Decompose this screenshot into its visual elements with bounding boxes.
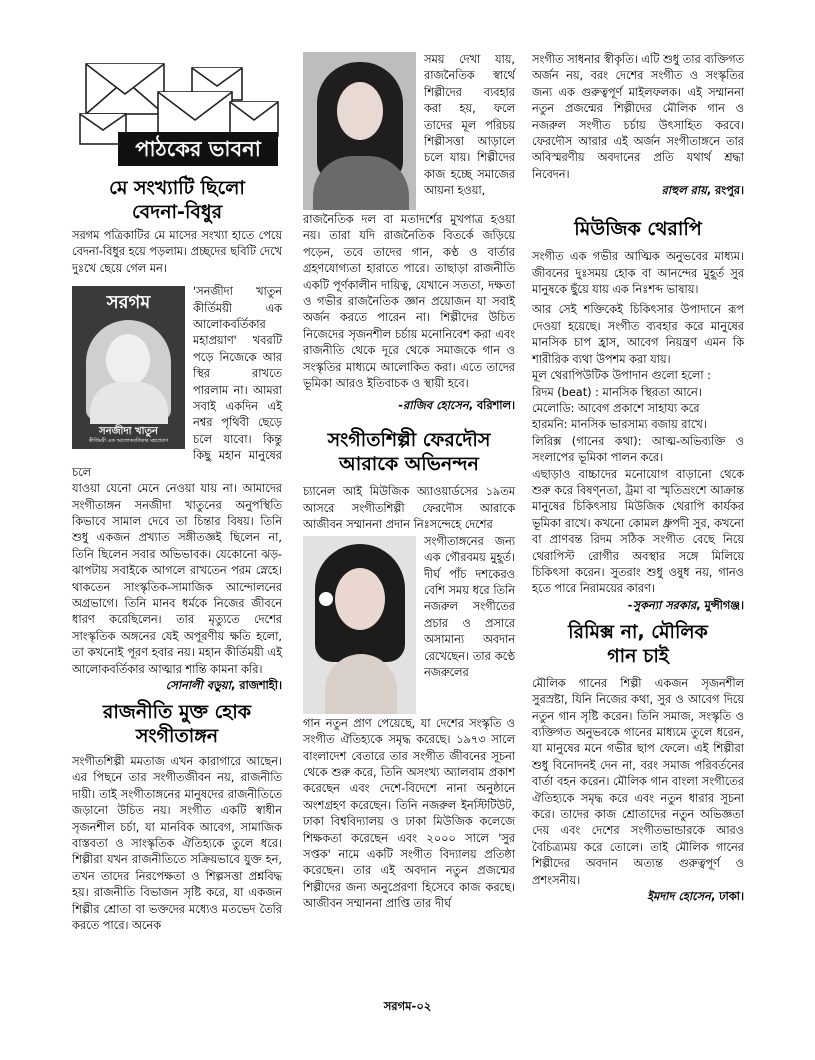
- article-1-title-line-2: বেদনা-বিধুর: [131, 201, 223, 223]
- article-1-author: সোনালী বড়ুয়া: [165, 678, 231, 692]
- cover-caption: সনজীদা খাতুন: [99, 426, 158, 438]
- article-3-wrap-text: সংগীতাঙ্গনের জন্য এক গৌরবময় মুহূর্ত। দীর্ঘ পাঁচ দশকেরও বেশি সময় ধরে তিনি নজরুল সংগীতের প্রচার ও প্রসারে অসামান্য অবদান রেখেছেন। তার কণ্ঠে নজরুলের: [424, 534, 515, 679]
- article-5-signature: [532, 889, 744, 905]
- article-4-list-heading: মূল থেরাপিউটিক উপাদান গুলো হলো :: [532, 369, 711, 383]
- article-2-body: রাজনৈতিক দল বা মতাদর্শের মুখপাত্র হওয়া নয়। তারা যদি রাজনৈতিক বিতর্কে জড়িয়ে পড়েন, তবে তাদের গান, কণ্ঠ ও বার্তার গ্রহণযোগ্যতা হারাতে পারে। তাছাড়া রাজনীতি একটি পূর্ণকালীন দায়িত্ব, যেখানে সততা, দক্ষতা ও গভীর রাজনৈতিক জ্ঞান প্রয়োজন যা সবাই অর্জন করতে পারেন না। শিল্পীদের উচিত নিজেদের সৃজনশীল চর্চায় মনোনিবেশ করা এবং রাজনীতি থেকে দূরে থেকে সমাজকে গান ও সংস্কৃতির মাধ্যমে আলোকিত করা। এতে তাদের ভূমিকা আরও ইতিবাচক ও স্থায়ী হবে।: [303, 213, 515, 391]
- article-4-para-3: এছাড়াও বাচ্চাদের মনোযোগ বাড়ানো থেকে শুরু করে বিষণ্নতা, ট্রমা বা স্মৃতিভ্রংশে আক্রান্ত মানুষের চিকিৎসায় মিউজিক থেরাপি কার্যকর ভূমিকা রাখে। কখনো কোমল ধ্রুপদী সুর, কখনো বা প্রাণবন্ত রিদম সঠিক সংগীত বেছে নিয়ে থেরাপিস্ট রোগীর অবস্থার সঙ্গে মিলিয়ে চিকিৎসা করেন। সুতরাং শুধু ওষুধ নয়, গানও হতে পারে নিরাময়ের কারণ।: [532, 467, 744, 596]
- article-3-body-continued: সংগীত সাধনার স্বীকৃতি। এটি শুধু তার ব্যক্তিগত অর্জন নয়, বরং দেশের সংগীত ও সংস্কৃতির জন্য এক গুরুত্বপূর্ণ মাইলফলক। এই সম্মাননা নতুন প্রজন্মের শিল্পীদের মৌলিক গান ও নজরুল সংগীত চর্চায় উৎসাহিত করবে। ফেরদৌস আরার এই অর্জন সংগীতাঙ্গনে তার অবিস্মরণীয় অবদানের প্রতি যথার্থ শ্রদ্ধা নিবেদন।: [532, 53, 744, 181]
- article-1-place: , রাজশাহী।: [231, 678, 282, 692]
- magazine-cover-image: [72, 286, 185, 449]
- article-4-author: -সুকন্যা সরকার: [627, 598, 697, 612]
- article-4-list-item-1: রিদম (beat) : মানসিক স্থিরতা আনে।: [532, 385, 702, 399]
- article-2-author: -রাজিব হোসেন: [398, 399, 469, 413]
- article-3-title-line-1: সংগীতশিল্পী ফেরদৌস: [327, 429, 491, 452]
- article-5-author: ইমদাদ হোসেন: [647, 890, 711, 904]
- cover-masthead: সরগম: [106, 292, 151, 314]
- article-2-title-line-1: রাজনীতি মুক্ত হোক: [102, 700, 252, 723]
- article-3-author: রাহুল রায়: [661, 184, 707, 198]
- portrait-photo-2: [303, 536, 416, 714]
- article-5-body: মৌলিক গানের শিল্পী একজন সৃজনশীল সুরস্রষ্টা, যিনি নিজের কথা, সুর ও আবেগ দিয়ে নতুন গান সৃষ্টি করেন। তিনি সমাজ, সংস্কৃতি ও ব্যক্তিগত অনুভবকে গানের মাধ্যমে তুলে ধরেন, যা মানুষের মনে গভীর ছাপ ফেলে। এই শিল্পীরা শুধু বিনোদনই দেন না, বরং সমাজ পরিবর্তনের বার্তা বহন করেন। মৌলিক গান বাংলা সংগীতের ঐতিহ্যকে সমৃদ্ধ করে এবং নতুন ধারার সূচনা করে। তাদের কাজ শ্রোতাদের নতুন অভিজ্ঞতা দেয় এবং দেশের সংগীতভান্ডারকে আরও বৈচিত্র্যময় করে তোলে। তাই মৌলিক গানের শিল্পীদের অবদান অত্যন্ত গুরুত্বপূর্ণ ও প্রশংসনীয়।: [532, 676, 744, 887]
- article-5-title-line-1: রিমিক্স না, মৌলিক: [568, 620, 708, 643]
- article-4-signature: [532, 598, 744, 614]
- article-1-intro: সরগম পত্রিকাটির মে মাসের সংখ্যা হাতে পেয়ে বেদনা-বিধুর হয়ে পড়লাম। প্রচ্ছদের ছবিটি দেখে দুঃখে ছেয়ে গেল মন।: [72, 229, 282, 275]
- article-4-place: , মুন্সীগঞ্জ।: [696, 598, 744, 612]
- article-5-place: , ঢাকা।: [710, 890, 744, 904]
- article-1-title-line-1: মে সংখ্যাটি ছিলো: [109, 177, 245, 199]
- column-1: [72, 176, 282, 934]
- article-4-title: মিউজিক থেরাপি: [574, 218, 702, 241]
- article-2-place: , বরিশাল।: [468, 399, 515, 413]
- column-2: [303, 52, 515, 913]
- article-4-list-item-4: লিরিক্স (গানের কথা): আত্ম-অভিব্যক্তি ও সংলাপের ভূমিকা পালন করে।: [532, 434, 744, 465]
- article-4-list-item-3: হারমনি: মানসিক ভারসাম্য বজায় রাখে।: [532, 418, 707, 432]
- article-2-signature: [303, 398, 515, 414]
- article-2-body-start: সংগীতশিল্পী মমতাজ এখন কারাগারে আছেন। এর পিছনে তার সংগীতজীবন নয়, রাজনীতি দায়ী। তাই সংগীতাঙ্গনের মানুষদের রাজনীতিতে জড়ানো উচিত নয়। সংগীত একটি স্বাধীন সৃজনশীল চর্চা, যা মানবিক আবেগ, সামাজিক বাস্তবতা ও সাংস্কৃতিক ঐতিহ্যকে তুলে ধরে। শিল্পীরা যখন রাজনীতিতে সক্রিয়ভাবে যুক্ত হন, তখন তাদের নিরপেক্ষতা ও শিল্পসত্তা প্রশ্নবিদ্ধ হয়। রাজনীতি বিভাজন সৃষ্টি করে, যা একজন শিল্পীর শ্রোতা বা ভক্তদের মধ্যেও মতভেদ তৈরি করতে পারে। অনেক: [72, 754, 282, 933]
- article-5-title-line-2: গান চাই: [607, 644, 669, 667]
- article-3-place: , রংপুর।: [706, 184, 744, 198]
- cover-subcaption: কীর্তিময়ী এক আলোকবর্তিকার মহাপ্রয়াণ: [88, 438, 169, 445]
- article-4-para-2: আর সেই শক্তিকেই চিকিৎসার উপাদানে রূপ দেওয়া হয়েছে। সংগীত ব্যবহার করে মানুষের মানসিক চাপ হ্রাস, আবেগ নিয়ন্ত্রণ এমন কি শারীরিক ব্যথা উপশম করা যায়।: [532, 303, 744, 366]
- article-3-signature: [532, 183, 744, 199]
- portrait-photo-1: [303, 52, 416, 210]
- column-3: [532, 52, 744, 905]
- section-banner-label: পাঠকের ভাবনা: [118, 132, 278, 166]
- article-3-title-line-2: আরাকে অভিনন্দন: [339, 453, 479, 476]
- article-4-para-1: সংগীত এক গভীর আত্মিক অনুভবের মাধ্যম। জীবনের দুঃসময় হোক বা আনন্দের মুহূর্ত সুর মানুষকে ছুঁয়ে যায় এক নিঃশব্দ ভাষায়।: [532, 250, 744, 297]
- article-1-signature: [72, 678, 282, 694]
- article-2-wrap-text: সময় দেখা যায়, রাজনৈতিক স্বার্থে শিল্পীদের ব্যবহার করা হয়, ফলে তাদের মূল পরিচয় শিল্পীসত্তা আড়ালে চলে যায়। শিল্পীদের কাজ হচ্ছে সমাজের আয়না হওয়া,: [424, 53, 515, 198]
- article-3-intro: চ্যানেল আই মিউজিক অ্যাওয়ার্ডসের ১৯তম আসরে সংগীতশিল্পী ফেরদৌস আরাকে আজীবন সম্মাননা প্রদান নিঃসন্দেহে দেশের: [303, 485, 515, 532]
- article-4-list-item-2: মেলোডি: আবেগ প্রকাশে সাহায্য করে: [532, 401, 700, 415]
- article-1-body: যাওয়া যেনো মেনে নেওয়া যায় না। আমাদের সংগীতাঙ্গন সনজীদা খাতুনের অনুপস্থিতি কিভাবে সামাল দেবে তা চিন্তার বিষয়। তিনি শুধু একজন প্রখ্যাত সঙ্গীতজ্ঞই ছিলেন না, তিনি ছিলেন সবার অভিভাবক। যেকোনো ঝড়-ঝাপটায় সবাইকে আগলে রাখতেন পরম স্নেহে। থাকতেন সাংস্কৃতিক-সামাজিক আন্দোলনের অগ্রভাগে। তিনি মানব ধর্মকে নিজের জীবনে ধারণ করেছিলেন। তার মৃত্যুতে দেশের সাংস্কৃতিক অঙ্গনের যেই অপূরণীয় ক্ষতি হলো, তা কখনোই পূরণ হবার নয়। মহান কীর্তিময়ী এই আলোকবর্তিকার আত্মার শান্তি কামনা করি।: [72, 482, 282, 676]
- article-3-body: গান নতুন প্রাণ পেয়েছে, যা দেশের সংস্কৃতি ও সংগীত ঐতিহ্যকে সমৃদ্ধ করেছে। ১৯৭৩ সালে বাংলাদেশ বেতারে তার সংগীত জীবনের সূচনা থেকে শুরু করে, তিনি অসংখ্য অ্যালবাম প্রকাশ করেছেন এবং দেশে-বিদেশে নানা অনুষ্ঠানে অংশগ্রহণ করেছেন। তিনি নজরুল ইনস্টিটিউট, ঢাকা বিশ্ববিদ্যালয় ও ঢাকা মিউজিক কলেজে শিক্ষকতা করেছেন এবং ২০০০ সালে 'সুর সপ্তক' নামে একটি সংগীত বিদ্যালয় প্রতিষ্ঠা করেছেন। তার এই অবদান নতুন প্রজন্মের শিল্পীদের জন্য অনুপ্রেরণা হিসেবে কাজ করছে। আজীবন সম্মাননা প্রাপ্তি তার দীর্ঘ: [303, 716, 515, 911]
- article-2-title-line-2: সংগীতাঙ্গন: [135, 724, 219, 747]
- article-1-wrap-text: 'সনজীদা খাতুন কীর্তিময়ী এক আলোকবর্তিকার মহাপ্রয়াণ' খবরটি পড়ে নিজেকে আর স্থির রাখতে পারলাম না। আমরা সবাই একদিন এই নশ্বর পৃথিবী ছেড়ে চলে যাবো। কিন্তু কিছু মহান মানুষের চলে: [72, 285, 282, 479]
- page-footer: সরগম-০২: [383, 999, 432, 1013]
